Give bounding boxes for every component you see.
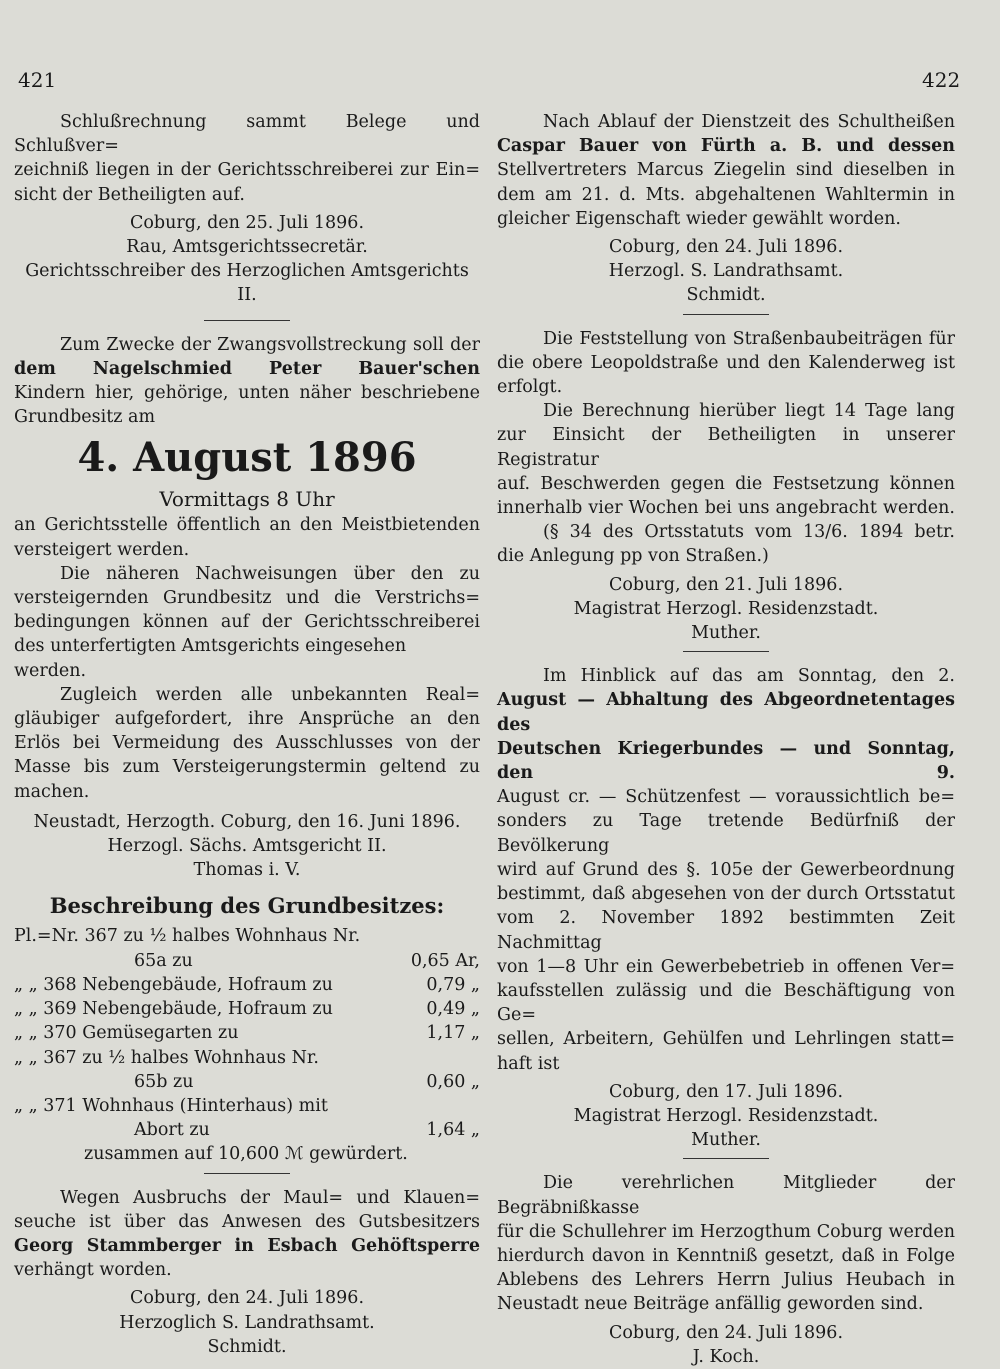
notice-date: Coburg, den 24. Juli 1896. <box>608 1322 844 1343</box>
text-line: Die Berechnung hierüber liegt 14 Tage lang <box>543 401 955 422</box>
text-line: Schlußrechnung sammt Belege und Schlußver= <box>14 112 480 157</box>
text-line: Im Hinblick auf das am Sonntag, den 2. <box>543 666 955 687</box>
text-line: bedingungen können auf der Gerichtsschreiberei <box>14 612 480 633</box>
left-column <box>14 110 480 1359</box>
text-line: Neustadt neue Beiträge anfällig geworden sind. <box>497 1294 924 1315</box>
text-line: versteigernden Grundbesitz und die Verstrichs= <box>14 588 480 609</box>
text-line: dem Nagelschmied Peter Bauer'schen <box>14 358 480 379</box>
notice-date: Coburg, den 17. Juli 1896. <box>608 1081 844 1102</box>
text-line: Grundbesitz am <box>14 407 156 428</box>
property-row <box>14 949 480 973</box>
notice-signature: Schmidt. <box>207 1336 287 1357</box>
notice-date: Neustadt, Herzogth. Coburg, den 16. Juni 1896. <box>33 811 461 832</box>
office-name: Herzoglich S. Landrathsamt. <box>119 1312 375 1333</box>
text-line: bestimmt, daß abgesehen von der durch Ortsstatut <box>497 884 955 905</box>
property-row <box>14 924 480 948</box>
notice-signature: Gerichtsschreiber des Herzoglichen Amtsgerichts II. <box>25 261 469 306</box>
text-line: sonders zu Tage tretende Bedürfniß der Bevölkerung <box>497 811 955 856</box>
text-line: auf. Beschwerden gegen die Festsetzung können <box>497 473 955 494</box>
property-row <box>14 1021 480 1045</box>
separator-rule <box>683 651 769 652</box>
property-description-heading: Beschreibung des Grundbesitzes: <box>49 893 445 919</box>
notice-signature: Thomas i. V. <box>193 860 301 881</box>
text-line: verhängt worden. <box>14 1260 172 1281</box>
auction-date-heading: 4. August 1896 <box>77 434 417 482</box>
property-entry: „ „ 367 zu ½ halbes Wohnhaus Nr. <box>14 1047 319 1068</box>
right-column <box>497 110 955 1369</box>
text-line: Georg Stammberger in Esbach Gehöftsperre <box>14 1235 480 1256</box>
office-name: Magistrat Herzogl. Residenzstadt. <box>573 598 879 619</box>
notice-signature: Muther. <box>691 623 761 644</box>
property-area: 0,60 „ <box>426 1071 480 1092</box>
notice-begraebniskasse <box>497 1171 955 1369</box>
notice-maul-klauenseuche <box>14 1186 480 1359</box>
text-line: Caspar Bauer von Fürth a. B. und dessen <box>497 136 955 157</box>
notice-schlussrechnung <box>14 110 480 308</box>
notice-date: Coburg, den 24. Juli 1896. <box>129 1288 365 1309</box>
property-entry: Pl.=Nr. 367 zu ½ halbes Wohnhaus Nr. <box>14 926 361 947</box>
text-line: dem am 21. d. Mts. abgehaltenen Wahltermin in <box>497 184 955 205</box>
notice-date: Coburg, den 24. Juli 1896. <box>608 237 844 258</box>
notice-sonntagsverkauf <box>497 664 955 1152</box>
office-name: Magistrat Herzogl. Residenzstadt. <box>573 1105 879 1126</box>
separator-rule <box>683 1158 769 1159</box>
property-total: zusammen auf 10,600 ℳ gewürdert. <box>84 1144 408 1165</box>
text-line: Ablebens des Lehrers Herrn Julius Heubach in <box>497 1270 955 1291</box>
property-entry: „ „ 370 Gemüsegarten zu <box>14 1023 239 1044</box>
separator-rule <box>204 320 290 321</box>
text-line: Stellvertreters Marcus Ziegelin sind dieselben in <box>497 160 955 181</box>
text-line: Deutschen Kriegerbundes — und Sonntag, den 9. <box>497 738 955 784</box>
notice-signature: Muther. <box>691 1130 761 1151</box>
text-line: von 1—8 Uhr ein Gewerbebetrieb in offenen Ver= <box>497 956 955 977</box>
property-row <box>14 1046 480 1070</box>
office-name: Herzogl. S. Landrathsamt. <box>608 261 844 282</box>
text-line: gleicher Eigenschaft wieder gewählt worden. <box>497 208 901 229</box>
notice-zwangsversteigerung <box>14 333 480 1167</box>
notice-date: Coburg, den 25. Juli 1896. <box>129 212 365 233</box>
property-entry: „ „ 368 Nebengebäude, Hofraum zu <box>14 974 333 995</box>
text-line: seuche ist über das Anwesen des Gutsbesitzers <box>14 1211 480 1232</box>
text-line: Wegen Ausbruchs der Maul= und Klauen= <box>60 1187 480 1208</box>
text-line: versteigert werden. <box>14 539 190 560</box>
property-entry: 65b zu <box>134 1071 194 1092</box>
text-line: hierdurch davon in Kenntniß gesetzt, daß in Folge <box>497 1245 955 1266</box>
text-line: Die näheren Nachweisungen über den zu <box>60 563 480 584</box>
property-area: 1,64 „ <box>426 1120 480 1141</box>
separator-rule <box>204 1173 290 1174</box>
text-line: sicht der Betheiligten auf. <box>14 184 245 205</box>
notice-signature: Schmidt. <box>686 285 766 306</box>
text-line: Nach Ablauf der Dienstzeit des Schultheißen <box>543 112 955 132</box>
notice-signature: Rau, Amtsgerichtssecretär. <box>126 237 368 258</box>
page-number-left: 421 <box>18 68 57 92</box>
notice-schultheiss-wahl <box>497 110 955 308</box>
text-line: zeichniß liegen in der Gerichtsschreiberei zur Ein= <box>14 160 480 181</box>
separator-rule <box>683 314 769 315</box>
text-line: Zugleich werden alle unbekannten Real= <box>60 684 480 705</box>
text-line: Kindern hier, gehörige, unten näher beschriebene <box>14 383 480 404</box>
property-entry: „ „ 369 Nebengebäude, Hofraum zu <box>14 999 333 1020</box>
notice-date: Coburg, den 21. Juli 1896. <box>608 574 844 595</box>
property-area: 0,79 „ <box>426 974 480 995</box>
property-row <box>14 1118 480 1142</box>
text-line: erfolgt. <box>497 377 563 398</box>
text-line: Masse bis zum Versteigerungstermin geltend zu <box>14 757 480 778</box>
text-line: vom 2. November 1892 bestimmten Zeit Nachmittag <box>497 908 955 953</box>
text-line: die Anlegung pp von Straßen.) <box>497 546 769 567</box>
property-entry: 65a zu <box>134 950 193 971</box>
text-line: zur Einsicht der Betheiligten in unserer Registratur <box>497 425 955 470</box>
text-line: machen. <box>14 781 90 802</box>
property-area: 0,49 „ <box>426 999 480 1020</box>
property-area: 1,17 „ <box>426 1023 480 1044</box>
text-line: Erlös bei Vermeidung des Ausschlusses von der <box>14 733 480 754</box>
text-line: wird auf Grund des §. 105e der Gewerbeordnung <box>497 859 955 880</box>
text-line: gläubiger aufgefordert, ihre Ansprüche an den <box>14 709 480 730</box>
text-line: sellen, Arbeitern, Gehülfen und Lehrlingen statt= <box>497 1029 955 1050</box>
property-area: 0,65 Ar, <box>410 950 480 971</box>
text-line: (§ 34 des Ortsstatuts vom 13/6. 1894 betr. <box>543 522 955 543</box>
text-line: kaufsstellen zulässig und die Beschäftigung von Ge= <box>497 980 955 1026</box>
text-line: Zum Zwecke der Zwangsvollstreckung soll der <box>60 334 480 355</box>
notice-strassenbaubeitraege <box>497 327 955 646</box>
text-line: innerhalb vier Wochen bei uns angebracht werden. <box>497 498 955 519</box>
property-list <box>14 924 480 1166</box>
page-number-right: 422 <box>922 68 961 92</box>
text-line: Die Feststellung von Straßenbaubeiträgen für <box>543 328 955 349</box>
auction-time: Vormittags 8 Uhr <box>159 487 335 512</box>
text-line: die obere Leopoldstraße und den Kalenderweg ist <box>497 352 955 373</box>
text-line: August — Abhaltung des Abgeordnetentages des <box>497 690 955 735</box>
text-line: an Gerichtsstelle öffentlich an den Meistbietenden <box>14 515 480 536</box>
court-name: Herzogl. Sächs. Amtsgericht II. <box>107 836 387 857</box>
text-line: des unterfertigten Amtsgerichts eingesehen werden. <box>14 636 407 681</box>
text-line: haft ist <box>497 1053 560 1074</box>
text-line: Die verehrlichen Mitglieder der Begräbnißkasse <box>497 1173 955 1218</box>
property-row <box>14 1094 480 1118</box>
property-row <box>14 973 480 997</box>
text-line: für die Schullehrer im Herzogthum Coburg werden <box>497 1221 955 1242</box>
property-row <box>14 1070 480 1094</box>
text-line: August cr. — Schützenfest — voraussichtlich be= <box>497 787 955 808</box>
property-entry: „ „ 371 Wohnhaus (Hinterhaus) mit <box>14 1095 328 1116</box>
notice-signature: J. Koch. <box>692 1346 760 1367</box>
property-row <box>14 997 480 1021</box>
property-entry: Abort zu <box>134 1120 210 1141</box>
